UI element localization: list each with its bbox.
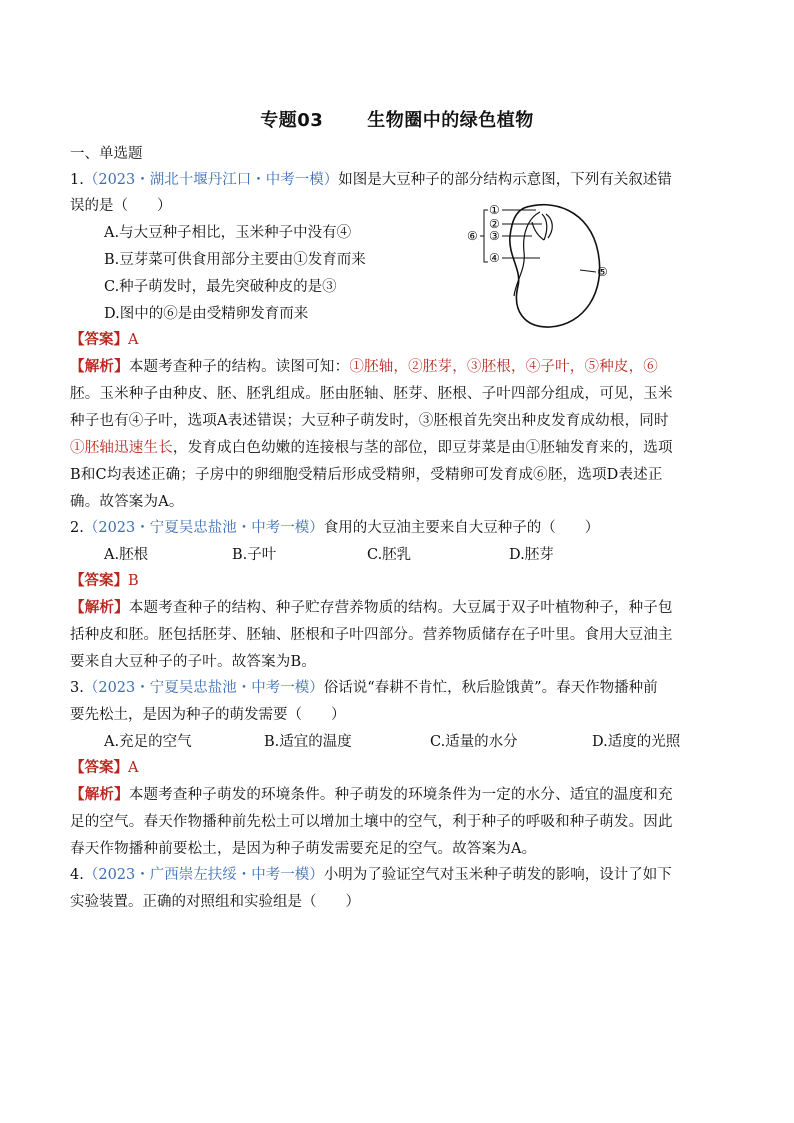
- question-3-answer: 【答案】A: [70, 759, 139, 776]
- question-2-explanation-line: 括种皮和胚。胚包括胚芽、胚轴、胚根和子叶四部分。营养物质储存在子叶里。食用大豆油主: [70, 627, 673, 643]
- section-heading: 一、单选题: [70, 146, 143, 162]
- question-3-stem: 3.（2023・宁夏吴忠盐池・中考一模）俗话说“春耕不肯忙，秋后脸饿黄”。春天作物播种前: [70, 680, 658, 696]
- diagram-label-3: ③: [489, 229, 500, 243]
- question-3-option-b: B.适宜的温度: [264, 734, 352, 750]
- question-1-explanation: 【解析】本题考查种子的结构。读图可知：①胚轴，②胚芽，③胚根，④子叶，⑤种皮，⑥: [70, 358, 659, 375]
- question-1-option-a: A.与大豆种子相比，玉米种子中没有④: [104, 225, 352, 241]
- question-2-answer: 【答案】B: [70, 572, 139, 589]
- question-source: （2023・宁夏吴忠盐池・中考一模）: [83, 680, 324, 696]
- question-3-explanation: 【解析】本题考查种子萌发的环境条件。种子萌发的环境条件为一定的水分、适宜的温度和充: [70, 786, 673, 803]
- question-2-explanation-line: 要来自大豆种子的子叶。故答案为B。: [70, 654, 317, 670]
- question-1-stem-cont: 误的是（ ）: [70, 198, 172, 214]
- question-3-option-c: C.适量的水分: [430, 734, 518, 750]
- question-1-explanation-line: 种子也有④子叶，选项A表述错误；大豆种子萌发时，③胚根首先突出种皮发育成幼根，同时: [70, 413, 669, 429]
- question-3-option-d: D.适度的光照: [592, 734, 681, 750]
- soybean-seed-diagram: [462, 200, 612, 330]
- question-2-option-c: C.胚乳: [367, 547, 412, 563]
- question-source: （2023・广西崇左扶绥・中考一模）: [83, 867, 324, 883]
- question-1-option-c: C.种子萌发时，最先突破种皮的是③: [104, 279, 337, 295]
- question-1-explanation-line: 确。故答案为A。: [70, 494, 184, 510]
- question-2-option-d: D.胚芽: [509, 547, 554, 563]
- question-4-stem: 4.（2023・广西崇左扶绥・中考一模）小明为了验证空气对玉米种子萌发的影响，设计了如下: [70, 867, 672, 883]
- question-4-stem-cont: 实验装置。正确的对照组和实验组是（ ）: [70, 894, 360, 910]
- question-1-answer: 【答案】A: [70, 331, 139, 348]
- question-1-option-d: D.图中的⑥是由受精卵发育而来: [104, 306, 309, 322]
- diagram-label-5: ⑤: [597, 265, 608, 279]
- diagram-label-2: ②: [489, 217, 500, 231]
- question-3-explanation-line: 春天作物播种前要松土，是因为种子萌发需要充足的空气。故答案为A。: [70, 841, 537, 857]
- question-3-stem-cont: 要先松土，是因为种子的萌发需要（ ）: [70, 707, 346, 723]
- question-2-stem: 2.（2023・宁夏吴忠盐池・中考一模）食用的大豆油主要来自大豆种子的（ ）: [70, 520, 600, 536]
- label-bracket: [480, 210, 488, 262]
- question-3-option-a: A.充足的空气: [104, 734, 192, 750]
- diagram-label-4: ④: [489, 251, 500, 265]
- question-1-explanation-line: ①胚轴迅速生长，发育成白色幼嫩的连接根与茎的部位，即豆芽菜是由①胚轴发育来的，选项: [70, 440, 673, 456]
- title-topic-name: 生物圈中的绿色植物: [367, 110, 534, 131]
- question-2-option-a: A.胚根: [104, 547, 149, 563]
- question-1-explanation-line: 胚。玉米种子由种皮、胚、胚乳组成。胚由胚轴、胚芽、胚根、子叶四部分组成，可见，玉米: [70, 386, 673, 402]
- page-title: [0, 106, 794, 132]
- question-3-explanation-line: 足的空气。春天作物播种前先松土可以增加土壤中的空气，利于种子的呼吸和种子萌发。因此: [70, 814, 673, 830]
- question-source: （2023・湖北十堰丹江口・中考一模）: [83, 172, 339, 188]
- question-1-explanation-line: B和C均表述正确；子房中的卵细胞受精后形成受精卵，受精卵可发育成⑥胚，选项D表述正: [70, 467, 663, 483]
- question-source: （2023・宁夏吴忠盐池・中考一模）: [83, 520, 324, 536]
- diagram-label-1: ①: [489, 203, 500, 217]
- question-1-stem: 1.（2023・湖北十堰丹江口・中考一模）如图是大豆种子的部分结构示意图，下列有关叙述错: [70, 172, 672, 188]
- diagram-label-6: ⑥: [467, 229, 478, 243]
- question-2-explanation: 【解析】本题考查种子的结构、种子贮存营养物质的结构。大豆属于双子叶植物种子，种子包: [70, 599, 673, 616]
- title-topic-number: 专题03: [260, 110, 324, 131]
- question-1-option-b: B.豆芽菜可供食用部分主要由①发育而来: [104, 252, 366, 268]
- question-2-option-b: B.子叶: [232, 547, 277, 563]
